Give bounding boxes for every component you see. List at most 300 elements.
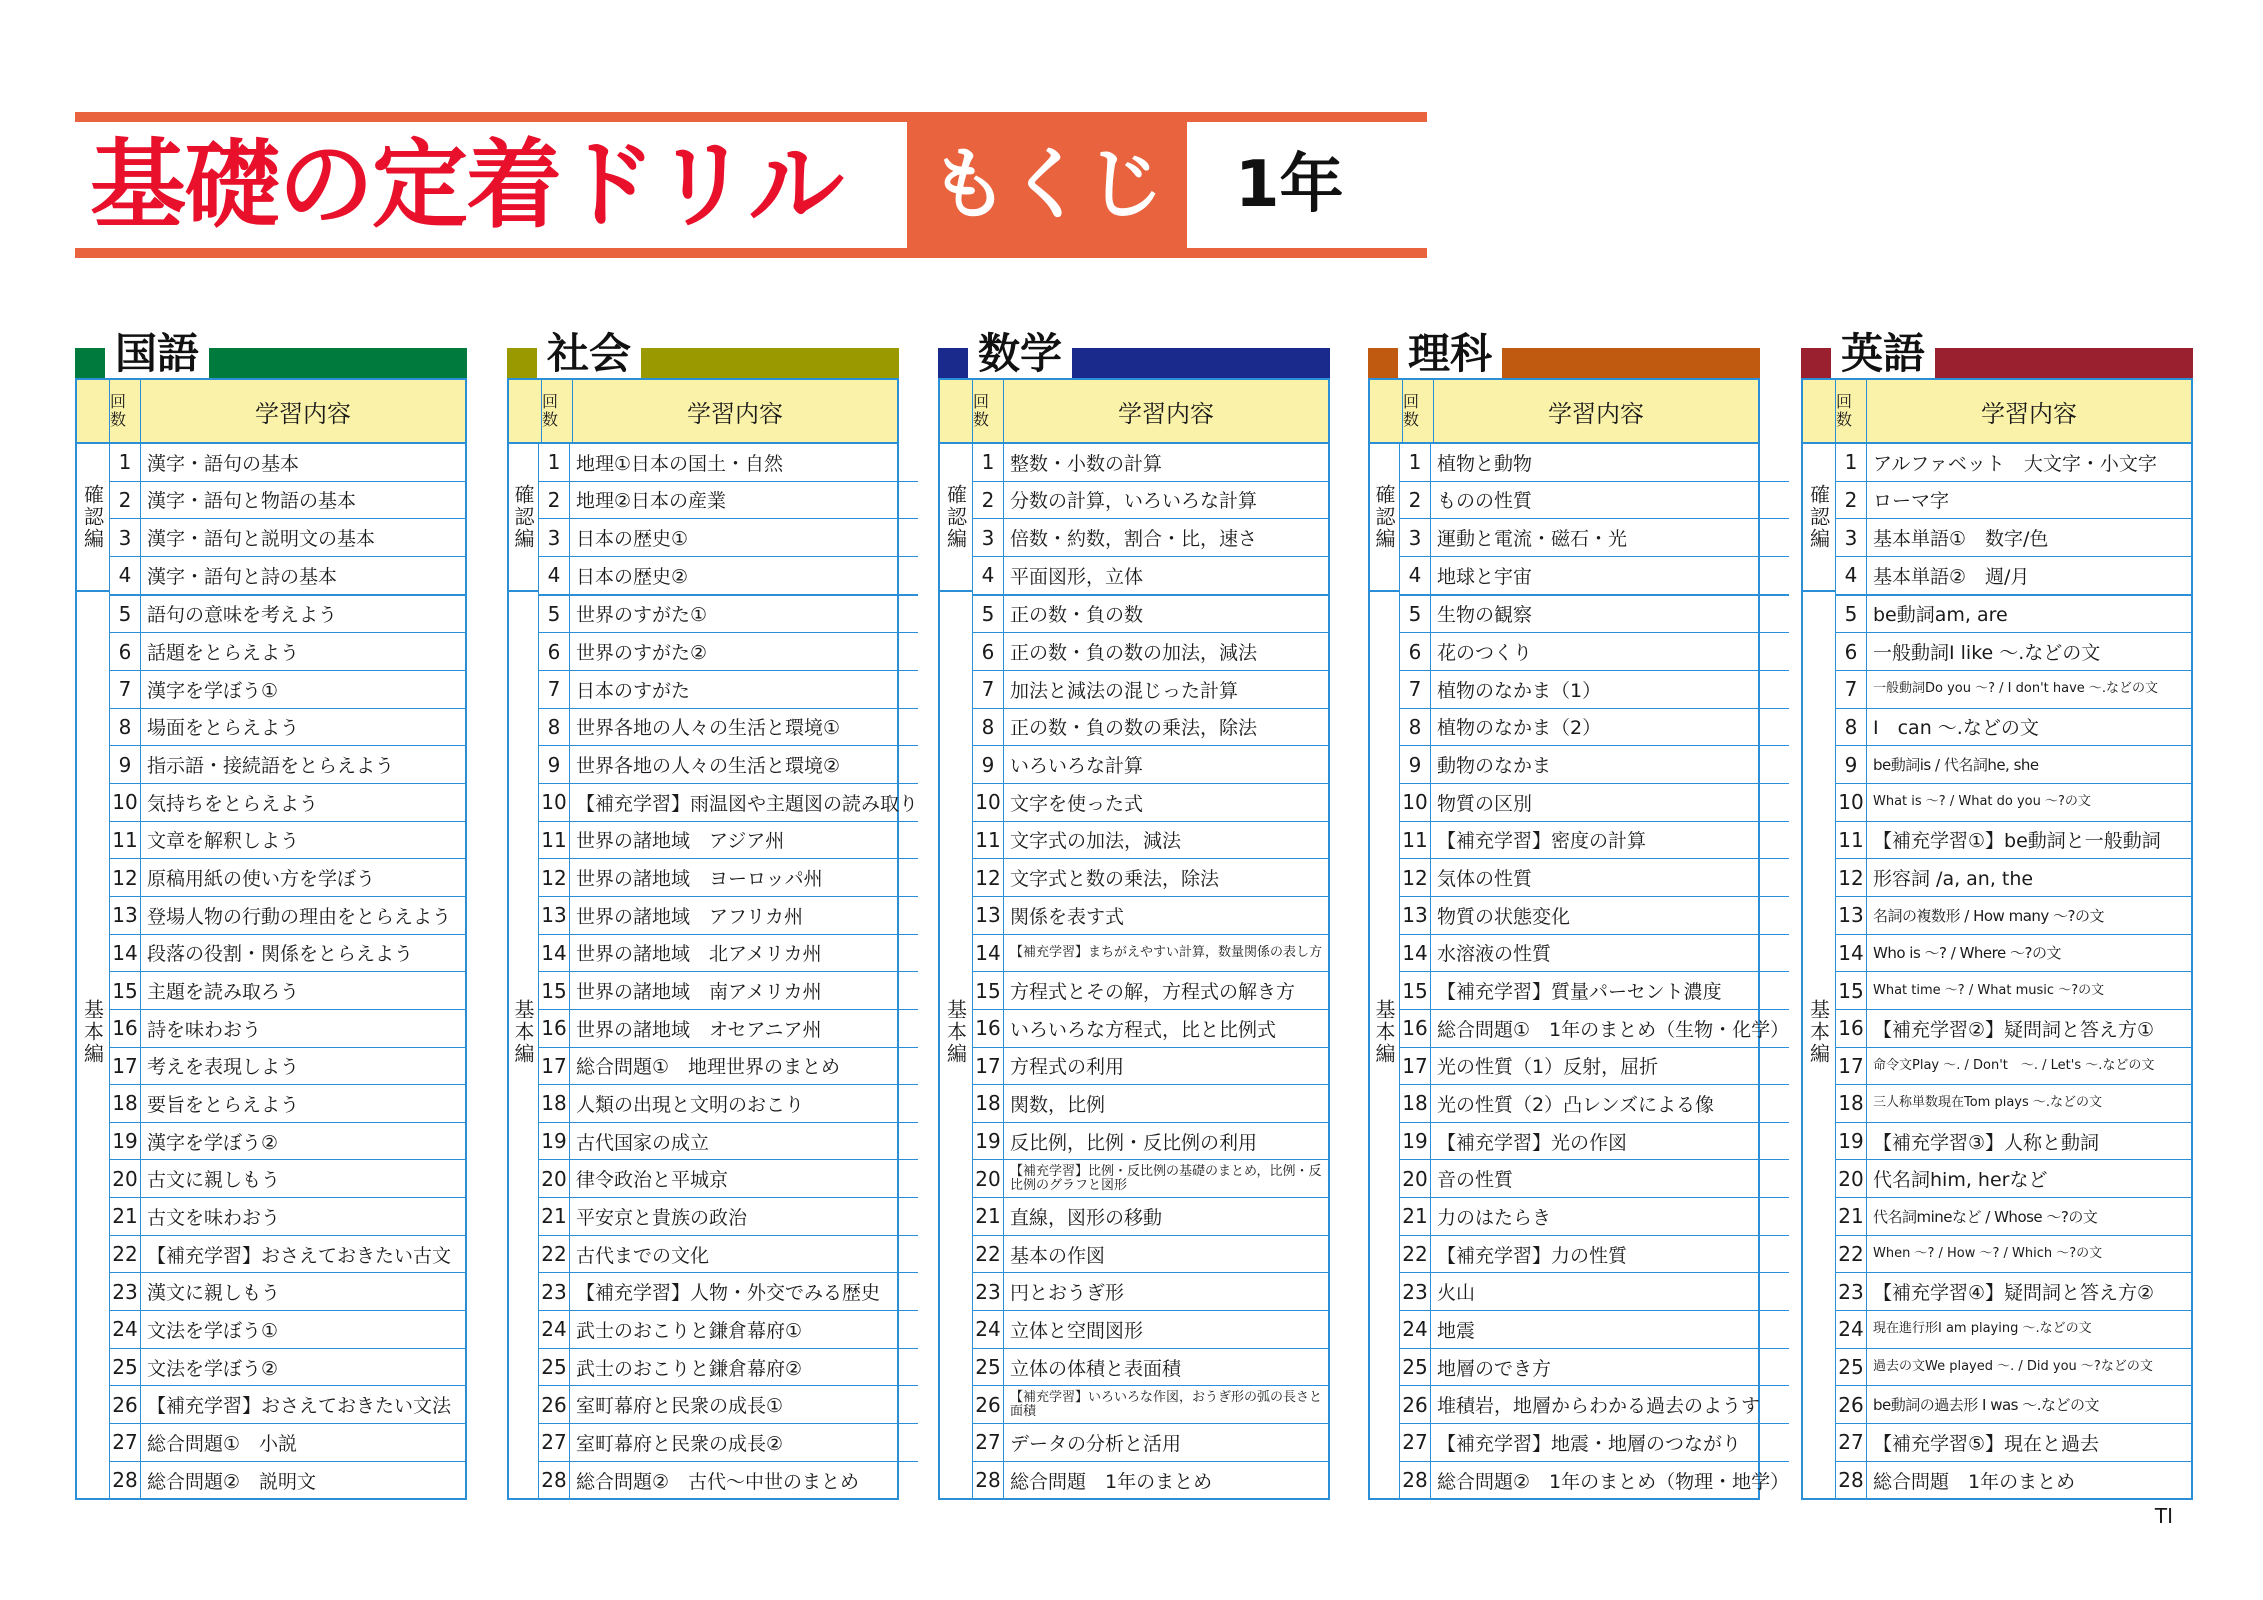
subject-stub [1388, 348, 1396, 378]
row-number: 20 [110, 1160, 141, 1197]
table-row [973, 557, 1328, 596]
row-number: 6 [539, 633, 570, 670]
row-number: 21 [110, 1198, 141, 1235]
table-row [973, 1085, 1328, 1123]
table-row [973, 633, 1328, 671]
table-row [973, 935, 1328, 973]
table-row [1400, 519, 1789, 557]
num-col-header: 回数 [110, 380, 141, 442]
table-row [110, 1236, 465, 1274]
table-row [539, 633, 918, 671]
section-column [940, 444, 973, 1498]
table-row [110, 1010, 465, 1048]
table-row [110, 1349, 465, 1387]
table-row [973, 1123, 1328, 1161]
row-content: 地球と宇宙 [1437, 565, 1533, 588]
row-number: 21 [539, 1198, 570, 1235]
row-number: 1 [539, 444, 570, 481]
table-row [1400, 972, 1789, 1010]
row-number: 2 [1400, 482, 1431, 519]
row-content: 植物と動物 [1437, 452, 1533, 475]
row-content: 植物のなかま（1） [1437, 679, 1602, 702]
row-content: 世界の諸地域 オセアニア州 [576, 1018, 822, 1041]
row-content: 地震 [1437, 1319, 1476, 1342]
row-content: 正の数・負の数 [1010, 604, 1144, 627]
row-number: 9 [973, 746, 1004, 783]
subject-name: 数学 [968, 330, 1072, 378]
table-row [539, 972, 918, 1010]
row-number: 26 [110, 1386, 141, 1423]
table-row [973, 1010, 1328, 1048]
row-content: 総合問題② 説明文 [147, 1470, 317, 1493]
table-row [110, 1311, 465, 1349]
table-row [110, 972, 465, 1010]
table-row [1836, 709, 2191, 747]
row-content: 正の数・負の数の乗法，除法 [1010, 717, 1258, 740]
row-number: 2 [1836, 482, 1867, 519]
row-content: 植物のなかま（2） [1437, 717, 1602, 740]
row-content: 現在進行形I am playing ～.などの文 [1873, 1321, 2092, 1337]
row-number: 25 [539, 1349, 570, 1386]
table-row [110, 709, 465, 747]
table-row [1400, 1386, 1789, 1424]
row-content: 場面をとらえよう [147, 717, 300, 740]
table-body [1803, 444, 2191, 1498]
table-row [1836, 1273, 2191, 1311]
row-content: ローマ字 [1873, 490, 1950, 513]
row-content: 原稿用紙の使い方を学ぼう [147, 868, 376, 891]
row-content: 古文に親しもう [147, 1169, 281, 1192]
row-number: 10 [1836, 784, 1867, 821]
table-row [110, 1123, 465, 1161]
row-content: 力のはたらき [1437, 1206, 1552, 1229]
row-content: 【補充学習】雨温図や主題図の読み取り [576, 792, 919, 815]
row-content: 漢字・語句と説明文の基本 [147, 528, 376, 551]
table-row [1400, 444, 1789, 482]
row-content: 物質の状態変化 [1437, 905, 1571, 928]
row-number: 8 [539, 709, 570, 746]
table-row [1836, 482, 2191, 520]
table-row [110, 1048, 465, 1086]
table-row [539, 596, 918, 634]
row-content: ものの性質 [1437, 490, 1533, 513]
row-number: 27 [1400, 1424, 1431, 1461]
row-number: 2 [539, 482, 570, 519]
table-header [940, 378, 1328, 444]
table-row [110, 671, 465, 709]
row-content: 漢字を学ぼう② [147, 1131, 279, 1154]
row-content: 登場人物の行動の理由をとらえよう [147, 905, 452, 928]
table-row [1400, 1010, 1789, 1048]
toc-table [507, 378, 919, 1500]
row-number: 18 [539, 1085, 570, 1122]
row-content: 世界の諸地域 アジア州 [576, 830, 785, 853]
row-number: 17 [973, 1048, 1004, 1085]
subject-header [1368, 330, 1760, 378]
row-content: 総合問題① 地理世界のまとめ [576, 1056, 841, 1079]
row-content: 【補充学習】おさえておきたい文法 [147, 1395, 452, 1418]
row-number: 5 [973, 596, 1004, 633]
row-content: 律令政治と平城京 [576, 1169, 729, 1192]
section-column [77, 444, 110, 1498]
subject-header [938, 330, 1330, 378]
row-number: 26 [1836, 1386, 1867, 1423]
row-number: 14 [539, 935, 570, 972]
row-number: 11 [1400, 822, 1431, 859]
row-number: 7 [110, 671, 141, 708]
row-number: 21 [1836, 1198, 1867, 1235]
row-number: 16 [110, 1010, 141, 1047]
row-number: 5 [539, 596, 570, 633]
section-col-header [77, 380, 110, 442]
row-number: 3 [110, 519, 141, 556]
row-content: 総合問題 1年のまとめ [1873, 1470, 2076, 1493]
row-number: 23 [110, 1273, 141, 1310]
row-content: 漢字・語句と物語の基本 [147, 490, 357, 513]
row-content: 武士のおこりと鎌倉幕府② [576, 1357, 803, 1380]
row-number: 17 [539, 1048, 570, 1085]
table-row [1836, 1198, 2191, 1236]
section-label-kihon: 基本編 [1806, 999, 1831, 1065]
row-content: 関係を表す式 [1010, 905, 1125, 928]
row-content: 基本の作図 [1010, 1244, 1106, 1267]
row-content: 基本単語① 数字/色 [1873, 528, 2049, 551]
table-row [539, 482, 918, 520]
row-content: 立体と空間図形 [1010, 1319, 1144, 1342]
row-content: 話題をとらえよう [147, 642, 300, 665]
section-col-header [1803, 380, 1836, 442]
row-content: 火山 [1437, 1282, 1476, 1305]
row-number: 3 [539, 519, 570, 556]
row-number: 12 [110, 859, 141, 896]
table-row [973, 746, 1328, 784]
row-number: 16 [1400, 1010, 1431, 1047]
row-content: 人類の出現と文明のおこり [576, 1093, 805, 1116]
subject-name: 英語 [1831, 330, 1935, 378]
row-content: 総合問題① 1年のまとめ（生物・化学） [1437, 1018, 1790, 1041]
toc-table [1368, 378, 1790, 1500]
row-content: When ～? / How ～? / Which ～?の文 [1873, 1246, 2103, 1262]
table-row [1836, 972, 2191, 1010]
table-row [973, 519, 1328, 557]
table-row [539, 1123, 918, 1161]
row-number: 8 [1400, 709, 1431, 746]
row-content: 日本のすがた [576, 679, 691, 702]
table-row [110, 746, 465, 784]
table-row [1836, 1462, 2191, 1499]
banner-title: 基礎の定着ドリル [90, 129, 842, 241]
table-row [973, 1160, 1328, 1198]
table-row [1836, 935, 2191, 973]
row-content: 文字式と数の乗法，除法 [1010, 868, 1220, 891]
row-content: 【補充学習③】人称と動詞 [1873, 1131, 2100, 1154]
table-row [110, 482, 465, 520]
row-number: 20 [1400, 1160, 1431, 1197]
row-content: 【補充学習①】be動詞と一般動詞 [1873, 830, 2161, 853]
row-content: 【補充学習②】疑問詞と答え方① [1873, 1018, 2155, 1041]
table-row [1836, 671, 2191, 709]
row-number: 20 [973, 1160, 1004, 1197]
section-col-header [509, 380, 542, 442]
row-number: 22 [539, 1236, 570, 1273]
row-content: 漢字・語句と詩の基本 [147, 565, 338, 588]
table-row [1400, 1424, 1789, 1462]
table-row [539, 1160, 918, 1198]
row-content: 堆積岩，地層からわかる過去のようす [1437, 1395, 1761, 1418]
row-number: 24 [1400, 1311, 1431, 1348]
table-row [1400, 557, 1789, 596]
row-content: 一般動詞Do you ～? / I don't have ～.などの文 [1873, 681, 2159, 697]
table-row [1836, 1048, 2191, 1086]
row-content: Who is ～? / Where ～?の文 [1873, 944, 2061, 963]
subject-stub [1821, 348, 1829, 378]
row-number: 6 [1400, 633, 1431, 670]
table-row [1400, 1123, 1789, 1161]
row-content: 漢字・語句の基本 [147, 452, 300, 475]
table-row [110, 1085, 465, 1123]
row-number: 25 [973, 1349, 1004, 1386]
row-content: 段落の役割・関係をとらえよう [147, 943, 414, 966]
row-content: 音の性質 [1437, 1169, 1514, 1192]
row-content: 水溶液の性質 [1437, 943, 1552, 966]
row-number: 15 [539, 972, 570, 1009]
row-number: 15 [110, 972, 141, 1009]
content-col-header: 学習内容 [1981, 399, 2077, 428]
row-content: 世界のすがた① [576, 604, 708, 627]
table-row [1836, 822, 2191, 860]
row-number: 10 [110, 784, 141, 821]
table-row [1400, 935, 1789, 973]
table-row [973, 671, 1328, 709]
row-content: 立体の体積と表面積 [1010, 1357, 1182, 1380]
table-row [1400, 633, 1789, 671]
table-row [1836, 633, 2191, 671]
row-content: 総合問題 1年のまとめ [1010, 1470, 1213, 1493]
subject-name: 国語 [105, 330, 209, 378]
row-number: 4 [110, 557, 141, 594]
row-number: 24 [110, 1311, 141, 1348]
row-content: 反比例，比例・反比例の利用 [1010, 1131, 1258, 1154]
row-number: 6 [110, 633, 141, 670]
row-content: 日本の歴史① [576, 528, 689, 551]
row-content: 総合問題① 小説 [147, 1432, 298, 1455]
banner-mokuji: もくじ [907, 122, 1187, 248]
item-list [110, 444, 465, 1498]
row-number: 28 [1400, 1462, 1431, 1499]
row-number: 22 [1836, 1236, 1867, 1273]
table-body [1370, 444, 1790, 1498]
row-content: 漢文に親しもう [147, 1282, 281, 1305]
row-number: 19 [110, 1123, 141, 1160]
subject-1 [507, 329, 919, 1500]
table-row [110, 784, 465, 822]
table-row [539, 784, 918, 822]
row-content: What is ～? / What do you ～?の文 [1873, 794, 2091, 810]
table-row [110, 1462, 465, 1499]
row-content: 方程式の利用 [1010, 1056, 1125, 1079]
row-content: 古文を味わおう [147, 1206, 281, 1229]
row-number: 19 [973, 1123, 1004, 1160]
row-content: 室町幕府と民衆の成長① [576, 1395, 784, 1418]
row-content: 武士のおこりと鎌倉幕府① [576, 1319, 803, 1342]
row-number: 7 [973, 671, 1004, 708]
table-row [1400, 596, 1789, 634]
row-number: 7 [539, 671, 570, 708]
row-number: 23 [1836, 1273, 1867, 1310]
table-row [110, 557, 465, 596]
table-row [110, 596, 465, 634]
row-content: 関数，比例 [1010, 1093, 1106, 1116]
table-row [973, 482, 1328, 520]
table-row [539, 935, 918, 973]
row-number: 27 [110, 1424, 141, 1461]
row-content: 【補充学習】まちがえやすい計算，数量関係の表し方 [1010, 944, 1323, 960]
table-header [1370, 378, 1758, 444]
table-row [539, 859, 918, 897]
item-list [1836, 444, 2191, 1498]
table-header [1803, 378, 2191, 444]
row-number: 14 [1836, 935, 1867, 972]
row-number: 12 [1400, 859, 1431, 896]
table-row [1836, 746, 2191, 784]
section-label-kakunin: 確認編 [940, 444, 972, 592]
row-number: 11 [539, 822, 570, 859]
table-row [110, 519, 465, 557]
row-number: 2 [973, 482, 1004, 519]
row-number: 28 [973, 1462, 1004, 1499]
content-col-header: 学習内容 [687, 399, 783, 428]
row-number: 28 [110, 1462, 141, 1499]
row-number: 13 [110, 897, 141, 934]
row-content: 【補充学習】密度の計算 [1437, 830, 1647, 853]
row-number: 3 [973, 519, 1004, 556]
row-number: 14 [1400, 935, 1431, 972]
row-content: いろいろな計算 [1010, 755, 1144, 778]
row-number: 24 [973, 1311, 1004, 1348]
content-col-header: 学習内容 [1548, 399, 1644, 428]
row-number: 6 [1836, 633, 1867, 670]
subject-2 [938, 330, 1330, 1500]
row-number: 1 [110, 444, 141, 481]
row-number: 16 [1836, 1010, 1867, 1047]
row-number: 19 [539, 1123, 570, 1160]
row-content: 代名詞him, herなど [1873, 1169, 2048, 1192]
row-content: 主題を読み取ろう [147, 981, 300, 1004]
row-number: 11 [1836, 822, 1867, 859]
num-col-header: 回数 [973, 380, 1004, 442]
row-number: 18 [973, 1085, 1004, 1122]
row-content: 整数・小数の計算 [1010, 452, 1163, 475]
row-number: 12 [539, 859, 570, 896]
row-content: 分数の計算，いろいろな計算 [1010, 490, 1258, 513]
row-number: 9 [110, 746, 141, 783]
row-content: 光の性質（1）反射，屈折 [1437, 1056, 1659, 1079]
row-number: 4 [1836, 557, 1867, 594]
table-row [539, 1010, 918, 1048]
row-content: 文字式の加法，減法 [1010, 830, 1182, 853]
table-row [973, 784, 1328, 822]
row-content: What time ～? / What music ～?の文 [1873, 982, 2105, 998]
toc-table [1801, 378, 2193, 1500]
row-number: 8 [1836, 709, 1867, 746]
section-label-kihon: 基本編 [1372, 999, 1396, 1065]
row-number: 22 [973, 1236, 1004, 1273]
section-label-kakunin: 確認編 [1803, 444, 1835, 592]
table-row [110, 822, 465, 860]
row-number: 13 [973, 897, 1004, 934]
row-number: 8 [110, 709, 141, 746]
row-number: 9 [1836, 746, 1867, 783]
subject-stub [958, 348, 966, 378]
row-content: 【補充学習④】疑問詞と答え方② [1873, 1282, 2155, 1305]
row-content: 文法を学ぼう② [147, 1357, 279, 1380]
num-col-header: 回数 [542, 380, 573, 442]
row-number: 26 [1400, 1386, 1431, 1423]
row-content: 【補充学習】おさえておきたい古文 [147, 1244, 452, 1267]
row-content: 要旨をとらえよう [147, 1093, 300, 1116]
table-row [539, 897, 918, 935]
row-number: 16 [973, 1010, 1004, 1047]
row-number: 19 [1400, 1123, 1431, 1160]
section-col-header [1370, 380, 1403, 442]
row-number: 21 [973, 1198, 1004, 1235]
table-row [1400, 746, 1789, 784]
row-number: 27 [539, 1424, 570, 1461]
table-row [539, 1236, 918, 1274]
banner-top-rule [75, 112, 1427, 122]
row-number: 1 [1836, 444, 1867, 481]
row-content: 花のつくり [1437, 642, 1533, 665]
row-content: 考えを表現しよう [147, 1056, 300, 1079]
row-content: 三人称単数現在Tom plays ～.などの文 [1873, 1095, 2103, 1111]
row-number: 18 [110, 1085, 141, 1122]
table-row [1836, 1311, 2191, 1349]
table-row [1400, 859, 1789, 897]
row-content: 文法を学ぼう① [147, 1319, 279, 1342]
content-col-header: 学習内容 [1118, 399, 1214, 428]
table-row [1400, 784, 1789, 822]
row-number: 3 [1836, 519, 1867, 556]
content-col-header: 学習内容 [255, 399, 351, 428]
table-row [539, 557, 918, 596]
row-number: 9 [539, 746, 570, 783]
row-content: be動詞is / 代名詞he, she [1873, 756, 2039, 775]
table-row [110, 1160, 465, 1198]
section-label-kakunin: 確認編 [77, 444, 109, 592]
item-list [973, 444, 1328, 1498]
row-number: 11 [110, 822, 141, 859]
table-body [940, 444, 1328, 1498]
table-row [1836, 444, 2191, 482]
table-row [1400, 1462, 1789, 1499]
row-content: 【補充学習】力の性質 [1437, 1244, 1628, 1267]
row-number: 4 [1400, 557, 1431, 594]
table-row [539, 1424, 918, 1462]
table-row [973, 1273, 1328, 1311]
table-row [973, 596, 1328, 634]
table-row [1836, 1160, 2191, 1198]
table-row [973, 1349, 1328, 1387]
row-number: 12 [973, 859, 1004, 896]
row-content: 総合問題② 1年のまとめ（物理・地学） [1437, 1470, 1790, 1493]
table-row [110, 1198, 465, 1236]
table-row [973, 859, 1328, 897]
table-row [539, 1311, 918, 1349]
subject-stub [95, 348, 103, 378]
table-row [1836, 1236, 2191, 1274]
row-number: 25 [1836, 1349, 1867, 1386]
table-row [1400, 1236, 1789, 1274]
